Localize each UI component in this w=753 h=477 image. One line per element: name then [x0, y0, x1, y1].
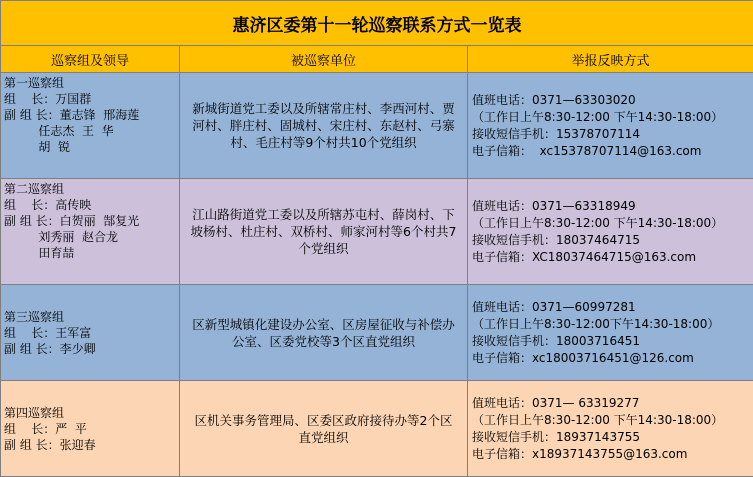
sms-phone: 接收短信手机：18037464715 [472, 232, 753, 249]
header-group: 巡察组及领导 [1, 46, 180, 73]
table-row [1, 179, 753, 285]
duty-phone: 值班电话：0371—63318949 [472, 198, 753, 215]
header-contact: 举报反映方式 [468, 46, 753, 73]
group-cell [1, 179, 180, 285]
group-name: 第三巡察组 [4, 309, 179, 325]
email: 电子信箱：xc18003716451@126.com [472, 350, 753, 367]
header-units: 被巡察单位 [180, 46, 468, 73]
working-hours: （工作日上午8:30-12:00下午14:30-18:00） [472, 316, 753, 333]
group-deputy: 刘秀丽 赵合龙 [4, 229, 179, 245]
sms-phone: 接收短信手机：18003716451 [472, 333, 753, 350]
group-deputy: 胡 锐 [4, 139, 179, 155]
working-hours: （工作日上午8:30-12:00 下午14:30-18:00） [472, 215, 753, 232]
group-cell [1, 73, 180, 179]
contact-cell [468, 285, 753, 381]
group-leader: 组 长：严 平 [4, 421, 179, 437]
group-deputy: 副 组 长：张迎春 [4, 437, 179, 453]
table-title: 惠济区委第十一轮巡察联系方式一览表 [1, 1, 753, 46]
email: 电子信箱：XC18037464715@163.com [472, 249, 753, 266]
group-deputy: 副 组 长：白贺丽 郜复光 [4, 213, 179, 229]
header-row [1, 46, 753, 73]
contact-cell [468, 381, 753, 477]
contact-cell [468, 179, 753, 285]
group-name: 第四巡察组 [4, 405, 179, 421]
duty-phone: 值班电话：0371—60997281 [472, 299, 753, 316]
units-cell: 区机关事务管理局、区委区政府接待办等2个区直党组织 [180, 381, 468, 477]
group-name: 第一巡察组 [4, 75, 179, 91]
email: 电子信箱： xc15378707114@163.com [472, 143, 753, 160]
group-deputy: 田育喆 [4, 245, 179, 261]
group-leader: 组 长：高传映 [4, 197, 179, 213]
group-leader: 组 长：万国群 [4, 91, 179, 107]
units-cell: 江山路街道党工委以及所辖苏屯村、薛岗村、下坡杨村、杜庄村、双桥村、师家河村等6个村共7个党组织 [180, 179, 468, 285]
units-cell: 新城街道党工委以及所辖常庄村、李西河村、贾河村、胖庄村、固城村、宋庄村、东赵村、弓寨村、毛庄村等9个村共10个党组织 [180, 73, 468, 179]
group-deputy: 副 组 长：李少卿 [4, 341, 179, 357]
sms-phone: 接收短信手机：15378707114 [472, 126, 753, 143]
group-leader: 组 长：王军富 [4, 325, 179, 341]
sms-phone: 接收短信手机：18937143755 [472, 429, 753, 446]
duty-phone: 值班电话：0371— 63319277 [472, 395, 753, 412]
group-cell [1, 285, 180, 381]
working-hours: （工作日上午8:30-12:00 下午14:30-18:00） [472, 412, 753, 429]
email: 电子信箱：x18937143755@163.com [472, 446, 753, 463]
group-deputy: 任志杰 王 华 [4, 123, 179, 139]
group-cell [1, 381, 180, 477]
working-hours: （工作日上午8:30-12:00 下午14:30-18:00） [472, 109, 753, 126]
group-name: 第二巡察组 [4, 181, 179, 197]
duty-phone: 值班电话：0371—63303020 [472, 92, 753, 109]
group-deputy: 副 组 长：董志锋 邢海莲 [4, 107, 179, 123]
units-cell: 区新型城镇化建设办公室、区房屋征收与补偿办公室、区委党校等3个区直党组织 [180, 285, 468, 381]
table-row [1, 285, 753, 381]
table-row [1, 73, 753, 179]
contact-cell [468, 73, 753, 179]
table-row [1, 381, 753, 477]
